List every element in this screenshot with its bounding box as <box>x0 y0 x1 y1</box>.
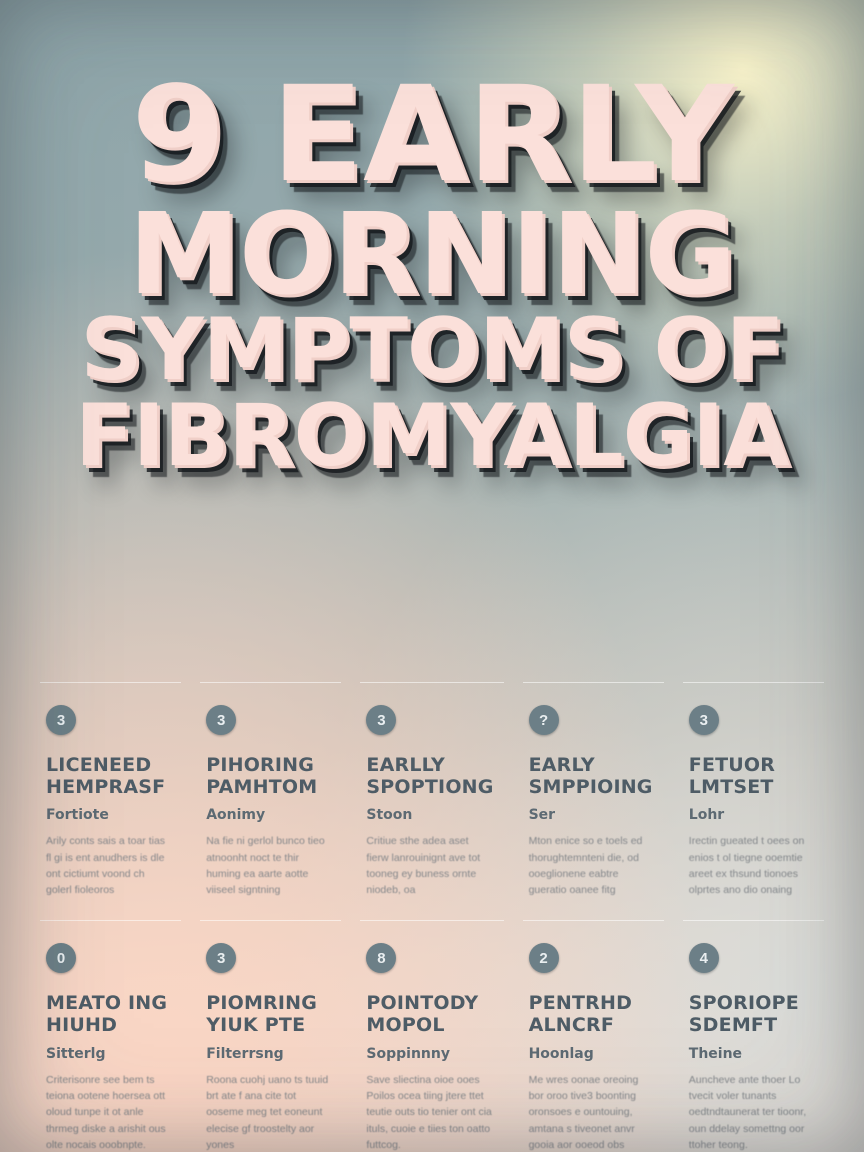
title-line-3: SYMPTOMS OF <box>80 299 784 400</box>
symptom-title: EARLLY SPOPTIONG <box>366 754 494 798</box>
title-line-1: 9 EARLY <box>131 58 733 212</box>
symptom-number-badge: 8 <box>366 943 396 973</box>
symptom-body: Irectin gueated t oees on enios t ol tiegne ooemtie areet ex thsund tionoes olprtes ano dio onaing <box>688 835 805 897</box>
symptom-title: POINTODY MOPOL <box>366 992 479 1037</box>
symptom-subtitle: Stoon <box>366 807 413 824</box>
symptom-grid <box>40 682 824 1152</box>
symptom-subtitle: Lohr <box>688 807 725 824</box>
symptom-title: PIHORING PAMHTOM <box>206 754 318 798</box>
symptom-number-badge: 2 <box>529 943 559 973</box>
symptom-number-badge: ? <box>529 705 559 735</box>
symptom-title: SPORIOPE SDEMFT <box>688 992 799 1037</box>
symptom-card <box>683 682 824 898</box>
symptom-body: Auncheve ante thoer Lo tvecit voler tunants oedtndtaunerat ter tioonr, oun ddelay somettng oor ttoher teong. <box>688 1073 807 1151</box>
symptom-body: Roona cuohj uano ts tuuid brt ate f ana cite tot ooseme meg tet eoneunt elecise gf troostelty aor yones <box>206 1073 329 1151</box>
symptom-card <box>360 682 503 898</box>
symptom-number-badge: 3 <box>206 705 236 735</box>
symptom-card <box>40 682 181 898</box>
symptom-body: Na fie ni gerlol bunco tieo atnoonht noct te thir huming ea aarte aotte viiseel signtning <box>206 835 325 897</box>
symptom-subtitle: Soppinnny <box>366 1045 450 1062</box>
symptom-body: Criterisonre see bem ts teiona ootene hoersea ott oloud tunpe it ot anle thrmeg diske a arishit ous olte nocais ooobnpte. <box>46 1073 166 1151</box>
symptom-card <box>523 920 664 1152</box>
symptom-title: MEATO ING HIUHD <box>46 992 168 1037</box>
symptom-subtitle: Hoonlag <box>528 1045 594 1062</box>
symptom-body: Me wres oonae oreoing bor oroo tive3 boonting oronsoes e ountouing, amtana s tiveonet anvr gooia aor ooeod obs <box>528 1073 639 1151</box>
symptom-card <box>683 920 824 1152</box>
symptom-card <box>200 920 341 1152</box>
title-line-2: MORNING <box>128 189 736 320</box>
symptom-number-badge: 0 <box>46 943 76 973</box>
symptom-body: Mton enice so e toels ed thorughtemnteni die, od ooeglionene eabtre gueratio oanee fitg <box>528 835 643 897</box>
symptom-subtitle: Sitterlg <box>46 1045 106 1062</box>
symptom-number-badge: 3 <box>366 705 396 735</box>
poster-title <box>0 58 864 486</box>
symptom-title: PENTRHD ALNCRF <box>528 992 633 1037</box>
symptom-body: Arily conts sais a toar tias fl gi is ent anudhers is dle ont cictiumt voond ch golerl fioleoros <box>46 835 166 897</box>
symptom-number-badge: 3 <box>46 705 76 735</box>
symptom-card <box>523 682 664 898</box>
symptom-title: PIOMRING YIUK PTE <box>206 992 318 1037</box>
symptom-subtitle: Ser <box>528 807 556 824</box>
title-line-4: FIBROMYALGIA <box>75 385 789 486</box>
symptom-subtitle: Theine <box>688 1045 743 1062</box>
symptom-subtitle: Filterrsng <box>206 1045 284 1062</box>
symptom-subtitle: Fortiote <box>46 807 109 824</box>
symptom-number-badge: 3 <box>689 705 719 735</box>
symptom-title: EARLY SMPPIOING <box>528 754 653 798</box>
symptom-title: FETUOR LMTSET <box>688 754 776 798</box>
symptom-card <box>200 682 341 898</box>
symptom-body: Save sliectina oioe ooes Poilos ocea tiing jtere ttet teutie outs tio tenier ont cia ituls, cuoie e tiies ton oatto futtcog. <box>366 1073 492 1151</box>
symptom-card <box>360 920 503 1152</box>
symptom-number-badge: 3 <box>206 943 236 973</box>
symptom-title: LICENEED HEMPRASF <box>46 754 166 798</box>
symptom-body: Critiue sthe adea aset fierw lanrouinignt ave tot tooneg ey buness ornte niodeb, oa <box>366 835 481 897</box>
symptom-number-badge: 4 <box>689 943 719 973</box>
symptom-card <box>40 920 181 1152</box>
symptom-subtitle: Aonimy <box>206 807 266 824</box>
